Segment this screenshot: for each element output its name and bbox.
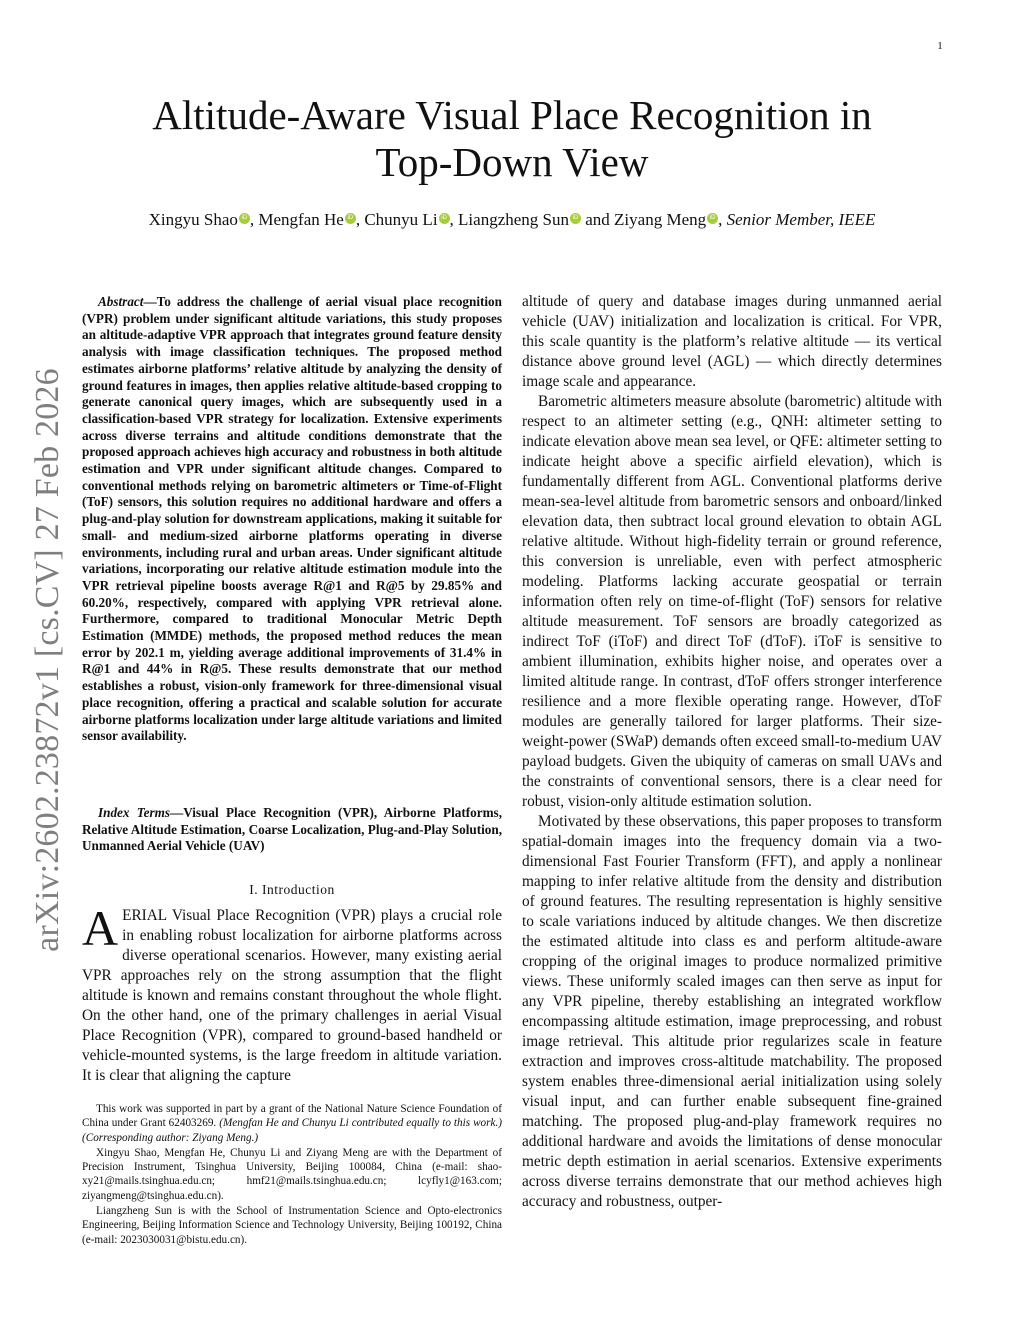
title-line-1: Altitude-Aware Visual Place Recognition in	[152, 92, 872, 138]
footnote-contribution-note: (Mengfan He and Chunyu Li contributed equally to this work.) (Corresponding author: Ziyang Meng.)	[82, 1117, 502, 1144]
abstract	[82, 294, 502, 745]
page-number: 1	[937, 40, 943, 52]
index-terms-label: Index Terms	[98, 805, 171, 820]
orcid-icon[interactable]: iD	[345, 213, 356, 224]
title-line-2: Top-Down View	[375, 139, 649, 185]
author-name: Xingyu Shao	[148, 210, 238, 229]
author-list	[80, 208, 944, 232]
orcid-icon[interactable]: iD	[707, 213, 718, 224]
orcid-icon[interactable]: iD	[239, 213, 250, 224]
introduction-paragraph	[82, 900, 502, 1086]
author-separator: ,	[355, 210, 365, 229]
index-terms	[82, 805, 502, 855]
author-separator: ,	[449, 210, 459, 229]
author-name: Mengfan He	[258, 210, 344, 229]
footnote-affiliation-tsinghua: Xingyu Shao, Mengfan He, Chunyu Li and Ziyang Meng are with the Department of Precision Instrument, Tsinghua University, Beijing 100084, China (e-mail: shao-xy21@mails.tsinghua.edu.cn; hmf21@mails.tsinghua.edu.cn; lcyfly1@163.com; ziyangmeng@tsinghua.edu.cn).	[82, 1146, 502, 1202]
author-name: Ziyang Meng	[614, 210, 707, 229]
arxiv-identifier: arXiv:2602.23872v1 [cs.CV] 27 Feb 2026	[29, 368, 66, 952]
footnote-funding	[82, 1102, 502, 1145]
author-name: Chunyu Li	[364, 210, 438, 229]
author-name: Liangzheng Sun	[458, 210, 569, 229]
abstract-text: —To address the challenge of aerial visual place recognition (VPR) problem under significant altitude variations, this study proposes an altitude-adaptive VPR approach that integrates ground feature density analysis with image classification techniques. The proposed method estimates airborne platforms’ relative altitude by analyzing the density of ground features in images, then applies relative altitude-based cropping to generate canonical query images, which are subsequently used in a classification-based VPR strategy for localization. Extensive experiments across diverse terrains and altitude conditions demonstrate that the proposed approach achieves high accuracy and robustness in both altitude estimation and VPR under significant altitude changes. Compared to conventional methods relying on barometric altimeters or Time-of-Flight (ToF) sensors, this solution requires no additional hardware and offers a plug-and-play solution for downstream applications, making it suitable for small- and medium-sized airborne platforms operating in diverse environments, including rural and urban areas. Under significant altitude variations, incorporating our relative altitude estimation module into the VPR retrieval pipeline boosts average R@1 and R@5 by 29.85% and 60.20%, respectively, compared with applying VPR retrieval alone. Furthermore, compared to traditional Monocular Metric Depth Estimation (MMDE) methods, the proposed method reduces the mean error by 202.1 m, yielding average additional improvements of 31.4% in R@1 and 44% in R@5. These results demonstrate that our method establishes a robust, vision-only framework for three-dimensional visual place recognition, offering a practical and scalable solution for accurate airborne platforms localization under large altitude variations and limited sensor availability.	[82, 294, 502, 744]
footnotes	[82, 1102, 502, 1247]
ieee-membership: Senior Member, IEEE	[726, 210, 876, 229]
body-paragraph: Motivated by these observations, this paper proposes to transform spatial-domain images into the frequency domain via a two-dimensional Fast Fourier Transform (FFT), and apply a nonlinear mapping to infer relative altitude from the density and distribution of ground features. The resulting representation is highly sensitive to scale variations induced by altitude changes. We then discretize the estimated altitude into class es and perform altitude-aware cropping of the original images to produce normalized primitive views. These uniformly scaled images can then serve as input for any VPR pipeline, thereby establishing an integrated workflow encompassing altitude estimation, image preprocessing, and robust image retrieval. This altitude prior regularizes scale in feature extraction and improves cross-altitude matchability. The proposed system enables three-dimensional aerial initialization using solely visual input, and can further enable subsequent fine-grained matching. The proposed plug-and-play framework requires no additional hardware and avoids the limitations of dense monocular metric depth estimation in aerial scenarios. Extensive experiments across diverse terrains demonstrate that our method achieves high accuracy and robustness, outper-	[522, 813, 942, 1210]
author-separator: ,	[718, 210, 727, 229]
footnote-affiliation-bistu: Liangzheng Sun is with the School of Instrumentation Science and Opto-electronics Engineering, Beijing Information Science and Technology University, Beijing 100192, China (e-mail: 2023030031@bistu.edu.cn).	[82, 1205, 502, 1246]
orcid-icon[interactable]: iD	[439, 213, 450, 224]
index-terms-text: —Visual Place Recognition (VPR), Airborne Platforms, Relative Altitude Estimation, Coarse Localization, Plug-and-Play Solution, Unmanned Aerial Vehicle (UAV)	[82, 805, 502, 854]
author-conjunction: and	[581, 210, 615, 229]
drop-cap: A	[82, 900, 119, 956]
orcid-icon[interactable]: iD	[570, 213, 581, 224]
body-paragraph: altitude of query and database images during unmanned aerial vehicle (UAV) initialization and localization is critical. For VPR, this scale quantity is the platform’s relative altitude — its vertical distance above ground level (AGL) — which directly determines image scale and appearance.	[522, 293, 942, 390]
footnote-funding-text: This work was supported in part by a grant of the National Nature Science Foundation of China under Grant 62403269.	[82, 1103, 502, 1130]
body-paragraph: Barometric altimeters measure absolute (barometric) altitude with respect to an altimeter setting (e.g., QNH: altimeter setting to indicate elevation above mean sea level, or QFE: altimeter setting to indicate height above a specific airfield elevation), which is fundamentally different from AGL. Conventional platforms derive mean-sea-level altitude from barometric sensors and onboard/linked elevation data, then subtract local ground elevation to obtain AGL relative altitude. Without high-fidelity terrain or ground reference, this conversion is unreliable, even with perfect atmospheric modeling. Platforms lacking accurate geospatial or terrain information often rely on time-of-flight (ToF) sensors for relative altitude measurement. ToF sensors are broadly categorized as indirect ToF (iToF) and direct ToF (dToF). iToF is sensitive to ambient illumination, exhibits higher noise, and operates over a limited altitude range. In contrast, dToF offers stronger interference resilience and a more flexible operating range. However, dToF modules are generally tailored for larger platforms. Their size-weight-power (SWaP) demands often exceed small-to-medium UAV payload budgets. Given the ubiquity of cameras on small UAVs and the constraints of conventional sensors, there is a clear need for robust, vision-only altitude estimation solution.	[522, 393, 942, 810]
section-heading: I. Introduction	[249, 882, 335, 897]
introduction-text: ERIAL Visual Place Recognition (VPR) plays a crucial role in enabling robust localization for airborne platforms across diverse operational scenarios. However, many existing aerial VPR approaches rely on the strong assumption that the flight altitude is known and remains constant throughout the whole flight. On the other hand, one of the primary challenges in aerial Visual Place Recognition (VPR), compared to ground-based handheld or vehicle-mounted systems, is the large freedom in altitude variation. It is clear that aligning the capture	[82, 907, 502, 1084]
author-separator: ,	[249, 210, 259, 229]
abstract-label: Abstract	[98, 294, 144, 309]
right-column	[522, 292, 942, 1212]
paper-title	[100, 92, 924, 186]
